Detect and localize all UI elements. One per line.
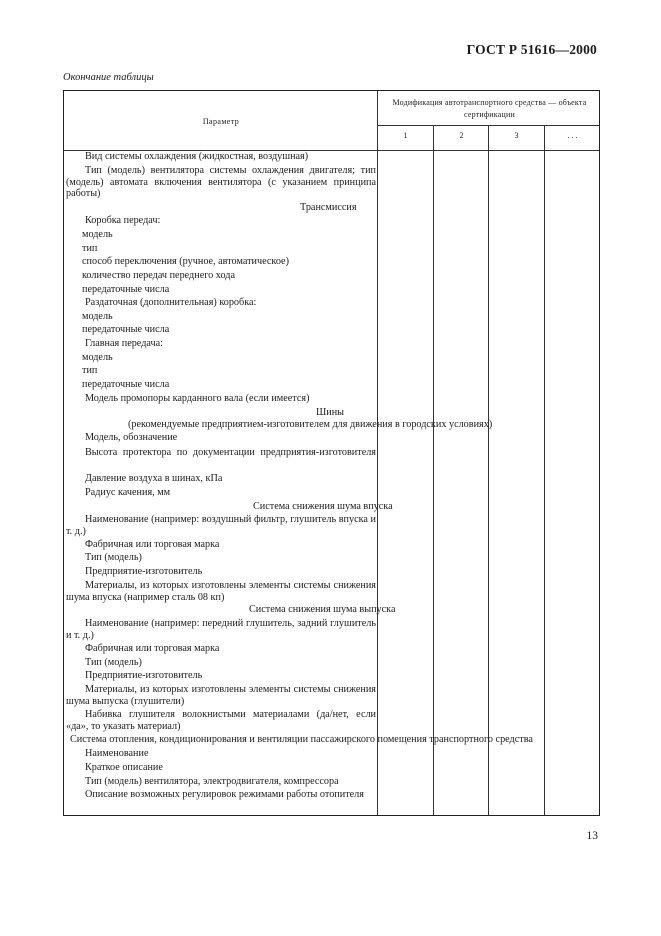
table-row: Набивка глушителя волокнистыми материалами (да/нет, если «да», то указать материал) <box>66 709 376 732</box>
standard-code-header: ГОСТ Р 51616—2000 <box>466 42 597 57</box>
parameters-table <box>63 90 600 816</box>
table-row: передаточные числа <box>82 379 170 390</box>
table-row: передаточные числа <box>82 324 170 335</box>
column-divider <box>433 125 434 815</box>
table-row: тип <box>82 365 98 376</box>
table-row: Наименование (например: передний глушитель, задний глушитель и т. д.) <box>66 618 376 641</box>
table-row: Модель промопоры карданного вала (если имеется) <box>85 393 310 404</box>
table-row: Высота протектора по документации предприятия-изготовителя <box>85 447 376 458</box>
table-row: модель <box>82 352 113 363</box>
table-caption: Окончание таблицы <box>63 72 154 83</box>
table-row: Давление воздуха в шинах, кПа <box>85 473 223 484</box>
table-row: передаточные числа <box>82 284 170 295</box>
table-row: Коробка передач: <box>85 215 161 226</box>
table-row: Материалы, из которых изготовлены элементы системы снижения шума впуска (например сталь 08 кп) <box>66 580 376 603</box>
column-divider <box>544 125 545 815</box>
column-header-3: 3 <box>514 131 519 140</box>
table-row: Раздаточная (дополнительная) коробка: <box>85 297 257 308</box>
section-subheading-tires: (рекомендуемые предприятием-изготовителем для движения в городских условиях) <box>128 419 493 430</box>
section-heading-transmission: Трансмиссия <box>300 202 357 213</box>
table-row: Тип (модель) вентилятора системы охлаждения двигателя; тип (модель) автомата включения вентилятора (с указанием принципа работы) <box>66 165 376 199</box>
column-divider <box>377 91 378 815</box>
section-heading-heating-ventilation: Система отопления, кондиционирования и вентиляции пассажирского помещения транспортного средства <box>70 734 533 745</box>
table-row: Предприятие-изготовитель <box>85 670 203 681</box>
table-row: модель <box>82 311 113 322</box>
table-row: Предприятие-изготовитель <box>85 566 203 577</box>
table-row: Наименование <box>85 748 149 759</box>
table-row: Краткое описание <box>85 762 163 773</box>
section-heading-exhaust-noise: Система снижения шума выпуска <box>249 604 396 615</box>
table-row: Наименование (например: воздушный фильтр, глушитель впуска и т. д.) <box>66 514 376 537</box>
table-row: количество передач переднего хода <box>82 270 235 281</box>
table-row: Вид системы охлаждения (жидкостная, воздушная) <box>85 151 309 162</box>
header-divider <box>377 125 599 126</box>
column-header-modification: Модификация автотранспортного средства — объекта сертификации <box>392 98 587 119</box>
table-row: Тип (модель) <box>85 657 142 668</box>
table-row: Тип (модель) вентилятора, электродвигателя, компрессора <box>85 776 339 787</box>
column-header-more: . . . <box>567 131 578 140</box>
table-row: Модель, обозначение <box>85 432 178 443</box>
table-row: Фабричная или торговая марка <box>85 643 220 654</box>
table-row: Фабричная или торговая марка <box>85 539 220 550</box>
section-heading-tires: Шины <box>316 407 345 418</box>
table-row: Радиус качения, мм <box>85 487 171 498</box>
table-row: способ переключения (ручное, автоматическое) <box>82 256 289 267</box>
column-divider <box>488 125 489 815</box>
table-row: Материалы, из которых изготовлены элементы системы снижения шума выпуска (глушители) <box>66 684 376 707</box>
column-header-1: 1 <box>403 131 408 140</box>
page-number: 13 <box>586 830 598 842</box>
table-row: Описание возможных регулировок режимами работы отопителя <box>85 789 364 800</box>
table-row: Тип (модель) <box>85 552 142 563</box>
table-row: Главная передача: <box>85 338 163 349</box>
column-header-2: 2 <box>459 131 464 140</box>
column-header-parameter: Параметр <box>202 116 240 126</box>
section-heading-intake-noise: Система снижения шума впуска <box>253 501 393 512</box>
table-row: модель <box>82 229 113 240</box>
table-row: тип <box>82 243 98 254</box>
